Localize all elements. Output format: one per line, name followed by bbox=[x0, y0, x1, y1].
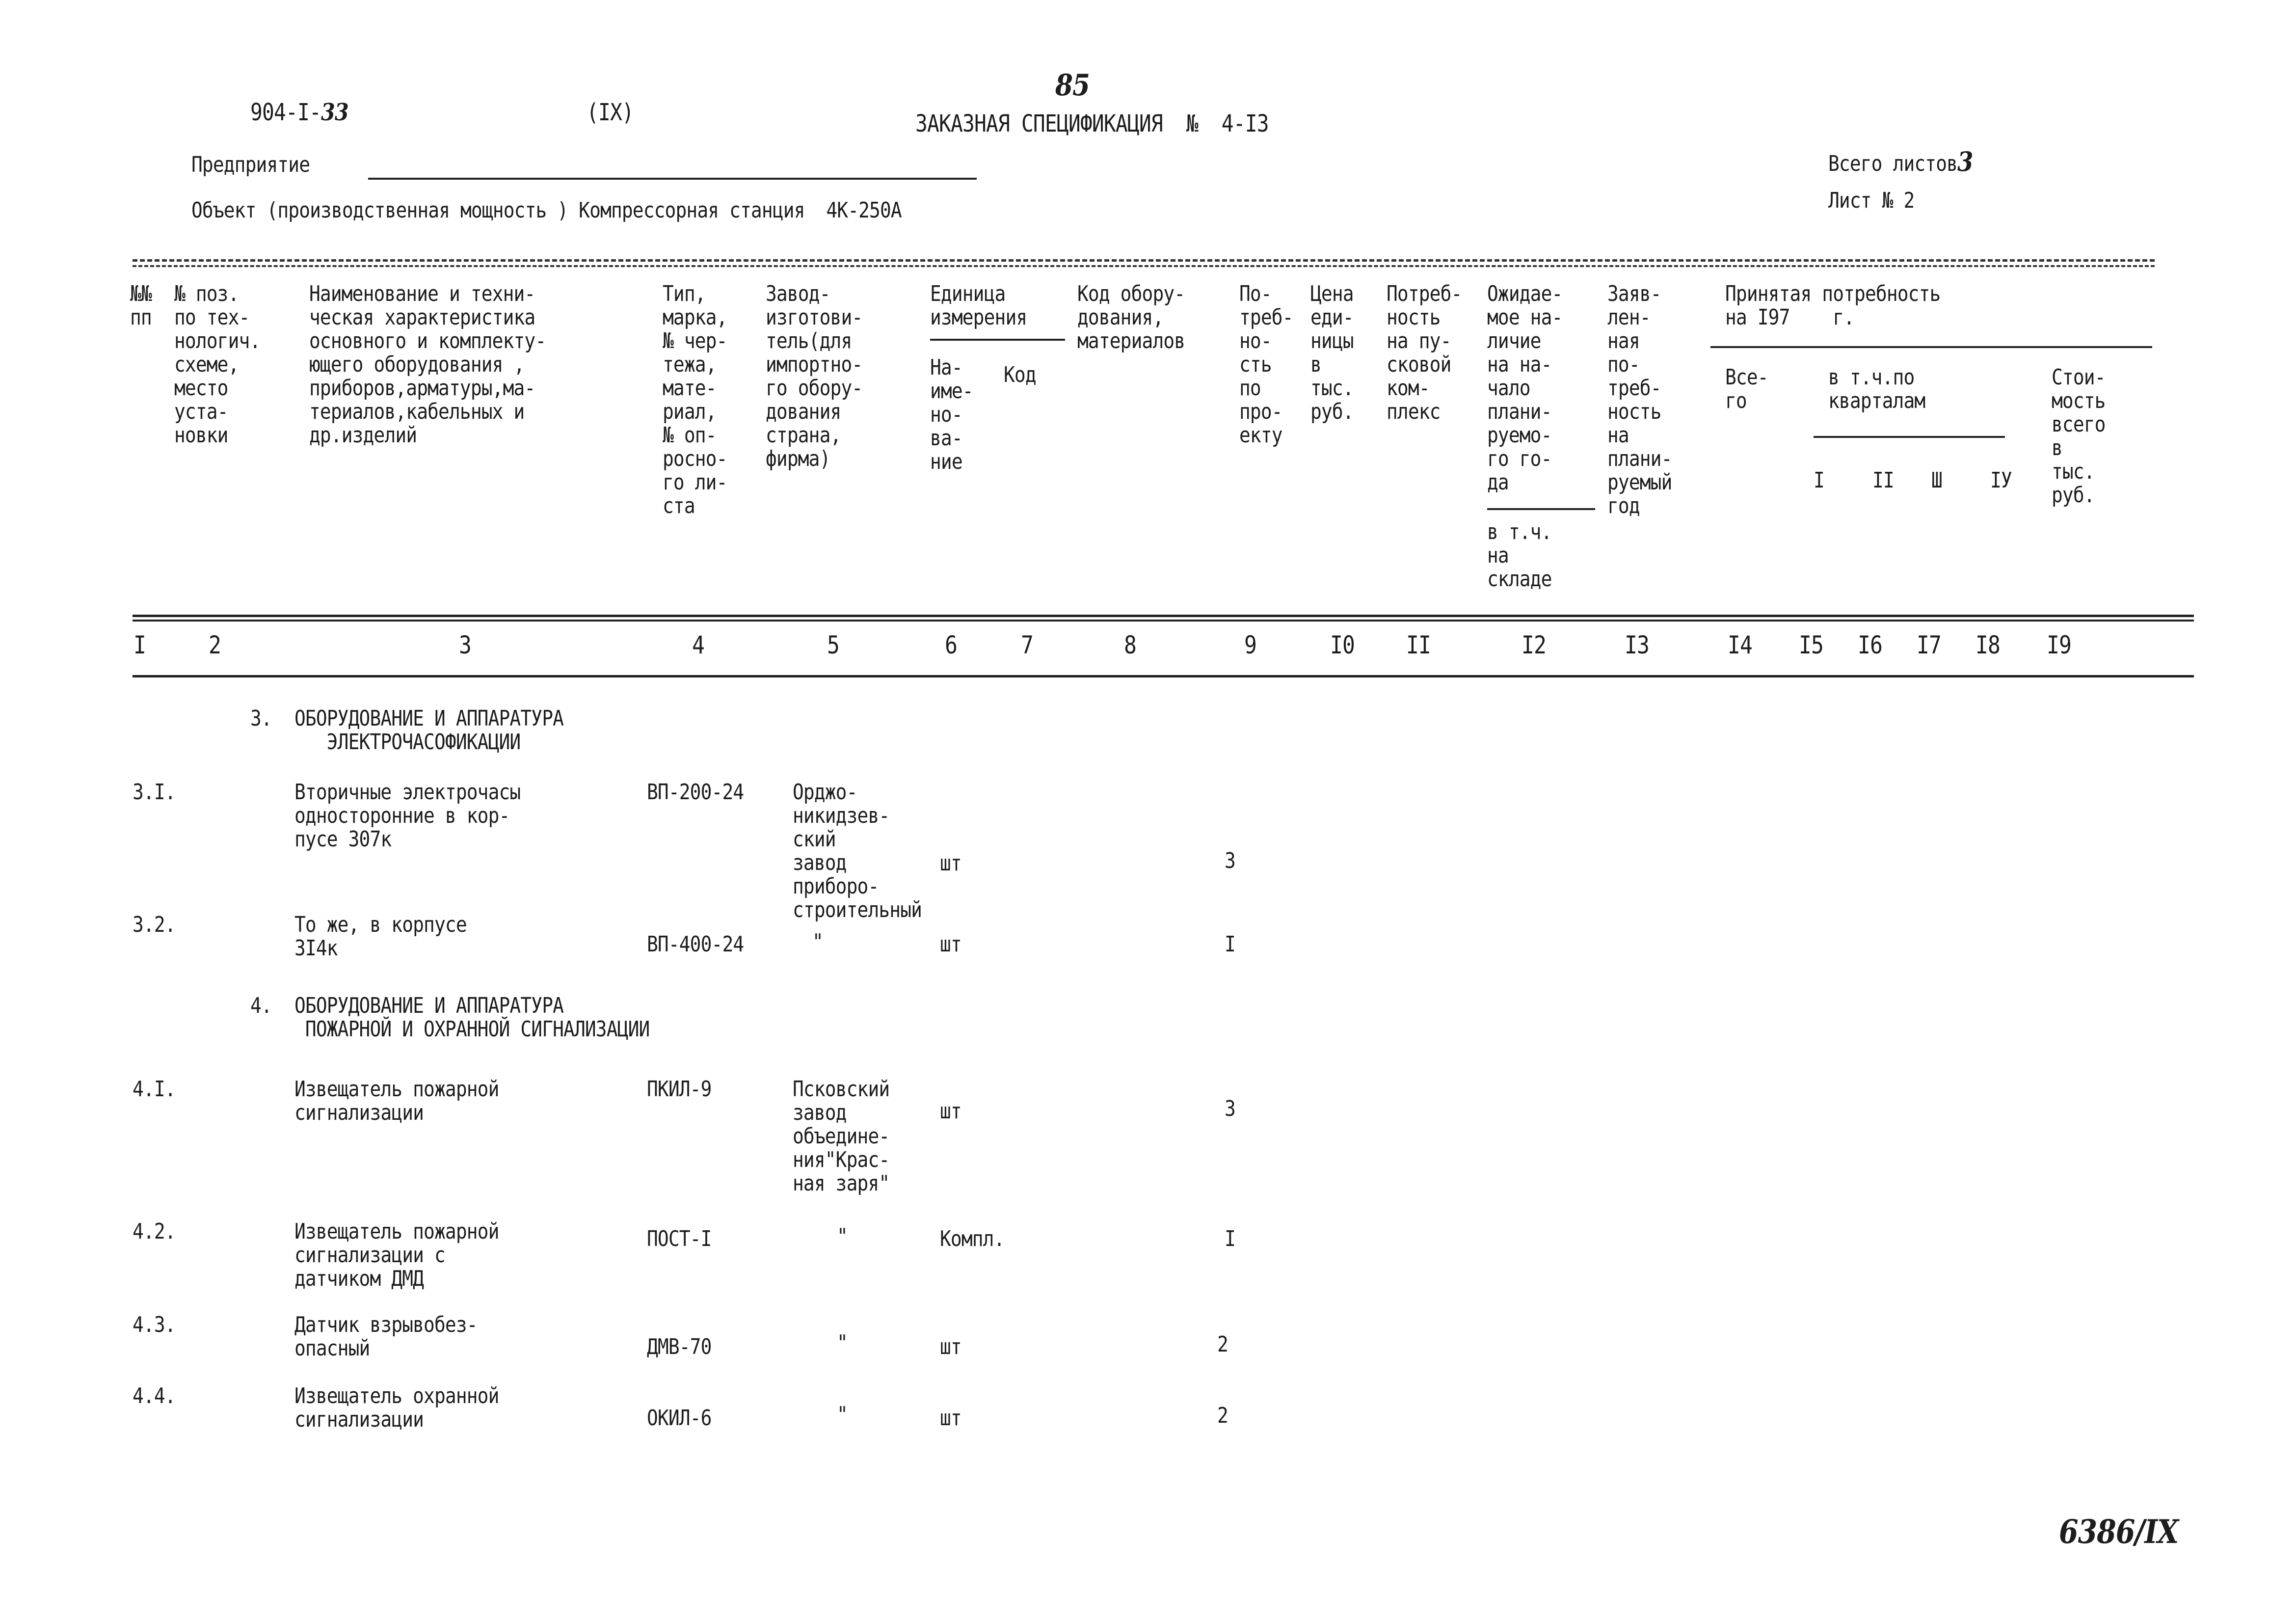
col-number: I7 bbox=[1917, 631, 1942, 659]
header-top-rule-2 bbox=[133, 265, 2155, 267]
col-header-8: Код обору- дования, материалов bbox=[1077, 281, 1185, 353]
col-header-12-sub: в т.ч. на складе bbox=[1487, 519, 1552, 592]
row-quantity: 3 bbox=[1225, 1096, 1235, 1121]
col-header-10: Цена еди- ницы в тыс. руб. bbox=[1310, 281, 1354, 424]
col-number: II bbox=[1406, 631, 1431, 659]
row-unit: шт bbox=[940, 1099, 961, 1124]
col-number: 8 bbox=[1124, 631, 1137, 659]
unit-group-rule bbox=[930, 339, 1065, 341]
row-position: 4.4. bbox=[133, 1383, 176, 1408]
quarters-rule bbox=[1814, 436, 2005, 438]
volume-number: (IX) bbox=[587, 99, 634, 126]
row-position: 3.2. bbox=[133, 912, 176, 937]
handwritten-page-number: 85 bbox=[1055, 68, 1090, 103]
row-unit: шт bbox=[940, 851, 961, 876]
row-position: 4.I. bbox=[133, 1077, 176, 1102]
col-12-sub-rule bbox=[1487, 508, 1595, 510]
row-maker: " bbox=[837, 1402, 848, 1427]
row-name: Извещатель пожарной сигнализации с датчиком ДМД bbox=[294, 1219, 499, 1291]
sheets-total bbox=[1828, 146, 1973, 177]
row-name: Извещатель охранной сигнализации bbox=[294, 1383, 499, 1432]
quarter-2: II bbox=[1872, 468, 1894, 493]
row-quantity: 2 bbox=[1217, 1403, 1228, 1428]
sheets-total-value: 3 bbox=[1957, 146, 1973, 177]
col-header-12: Ожидае- мое на- личие на на- чало плани- руемо- го го- да bbox=[1487, 281, 1563, 495]
col-header-19: Стои- мость всего в тыс. руб. bbox=[2052, 365, 2106, 508]
document-title: ЗАКАЗНАЯ СПЕЦИФИКАЦИЯ № 4-I3 bbox=[915, 110, 1269, 137]
col-number: 5 bbox=[827, 631, 840, 659]
col-number: I8 bbox=[1976, 631, 2001, 659]
document-code-handwritten: 33 bbox=[320, 99, 348, 126]
row-maker: Орджо- никидзев- ский завод приборо- строительный bbox=[793, 780, 922, 922]
col-number: I5 bbox=[1799, 631, 1824, 659]
section-number: 3. bbox=[250, 706, 272, 731]
object-line: Объект (производственная мощность ) Компрессорная станция 4К-250А bbox=[191, 198, 902, 223]
quarters-header: в т.ч.по кварталам bbox=[1828, 365, 1925, 413]
row-unit: шт bbox=[940, 1406, 961, 1431]
col-header-2: № поз. по тех- нологич. схеме, место уста- новки bbox=[174, 281, 261, 448]
row-name: Датчик взрывобез- опасный bbox=[294, 1312, 478, 1361]
enterprise-label: Предприятие bbox=[191, 152, 310, 177]
row-position: 4.2. bbox=[133, 1219, 176, 1244]
col-header-14: Все- го bbox=[1725, 365, 1768, 413]
row-unit: шт bbox=[940, 1334, 961, 1359]
row-maker: " bbox=[837, 1330, 848, 1355]
row-quantity: 3 bbox=[1225, 848, 1235, 873]
accepted-group-rule bbox=[1710, 346, 2152, 348]
quarter-1: I bbox=[1814, 468, 1824, 493]
row-type: ПОСТ-I bbox=[647, 1226, 712, 1251]
row-unit: шт bbox=[940, 932, 961, 957]
quarter-3: Ш bbox=[1931, 468, 1942, 493]
section-title: ОБОРУДОВАНИЕ И АППАРАТУРА ЭЛЕКТРОЧАСОФИКАЦИИ bbox=[294, 706, 564, 755]
col-number: 4 bbox=[692, 631, 705, 659]
col-number: 6 bbox=[945, 631, 958, 659]
header-top-rule bbox=[133, 259, 2155, 262]
row-type: ДМВ-70 bbox=[647, 1334, 712, 1359]
col-header-4: Тип, марка, № чер- тежа, мате- риал, № оп- росно- го ли- ста bbox=[663, 281, 727, 518]
accepted-group-header: Принятая потребность на I97 г. bbox=[1725, 281, 1941, 330]
col-number: I0 bbox=[1330, 631, 1355, 659]
header-bottom-rule-2 bbox=[133, 620, 2194, 622]
row-quantity: I bbox=[1225, 1226, 1235, 1251]
section-title: ОБОРУДОВАНИЕ И АППАРАТУРА ПОЖАРНОЙ И ОХРАННОЙ СИГНАЛИЗАЦИИ bbox=[294, 993, 650, 1042]
col-header-13: Заяв- лен- ная по- треб- ность на плани- руемый год bbox=[1607, 281, 1672, 518]
row-name: Вторичные электрочасы односторонние в кор- пусе 307к bbox=[294, 780, 521, 852]
col-header-5: Завод- изготови- тель(для импортно- го обору- дования страна, фирма) bbox=[766, 281, 863, 471]
document-code-prefix: 904-I- bbox=[250, 99, 321, 126]
row-name: Извещатель пожарной сигнализации bbox=[294, 1077, 499, 1125]
row-name: То же, в корпусе 3I4к bbox=[294, 912, 467, 961]
sheets-total-label: Всего листов bbox=[1828, 151, 1958, 176]
row-maker: " bbox=[812, 929, 823, 954]
row-quantity: I bbox=[1225, 932, 1235, 957]
unit-group-header: Единица измерения bbox=[930, 281, 1027, 330]
col-header-1: №№ пп bbox=[130, 281, 152, 330]
section-number: 4. bbox=[250, 993, 272, 1018]
col-numbers-bottom-rule bbox=[133, 675, 2194, 677]
col-number: 9 bbox=[1244, 631, 1257, 659]
col-number: I6 bbox=[1858, 631, 1883, 659]
col-number: I9 bbox=[2047, 631, 2072, 659]
enterprise-underline bbox=[368, 178, 977, 180]
col-number: 3 bbox=[459, 631, 472, 659]
row-position: 3.I. bbox=[133, 780, 176, 805]
col-header-6: На- име- но- ва- ние bbox=[930, 355, 973, 474]
sheet-number: Лист № 2 bbox=[1828, 188, 1915, 213]
row-type: ПКИЛ-9 bbox=[647, 1077, 712, 1102]
col-number: 7 bbox=[1021, 631, 1034, 659]
col-header-11: Потреб- ность на пу- сковой ком- плекс bbox=[1387, 281, 1462, 424]
col-number: I4 bbox=[1728, 631, 1753, 659]
quarter-4: IУ bbox=[1990, 468, 2012, 493]
header-bottom-rule bbox=[133, 615, 2194, 617]
row-quantity: 2 bbox=[1217, 1332, 1228, 1357]
archive-stamp: 6386/IX bbox=[2059, 1513, 2179, 1551]
col-number: I3 bbox=[1625, 631, 1650, 659]
col-number: I2 bbox=[1522, 631, 1547, 659]
document-code bbox=[250, 101, 348, 124]
col-header-3: Наименование и техни- ческая характеристика основного и комплекту- ющего оборудования , приборов,арматуры,ма- териалов,кабельных и др.изделий bbox=[309, 281, 546, 448]
col-header-7: Код bbox=[1004, 362, 1036, 387]
row-maker: " bbox=[837, 1224, 848, 1249]
row-maker: Псковский завод объедине- ния"Крас- ная заря" bbox=[793, 1077, 890, 1196]
col-header-9: По- треб- но- сть по про- екту bbox=[1239, 281, 1293, 448]
row-type: ВП-400-24 bbox=[647, 932, 744, 957]
row-position: 4.3. bbox=[133, 1312, 176, 1337]
row-unit: Компл. bbox=[940, 1226, 1005, 1251]
col-number: I bbox=[133, 631, 146, 659]
row-type: ВП-200-24 bbox=[647, 780, 744, 805]
col-number: 2 bbox=[209, 631, 221, 659]
row-type: ОКИЛ-6 bbox=[647, 1406, 712, 1431]
